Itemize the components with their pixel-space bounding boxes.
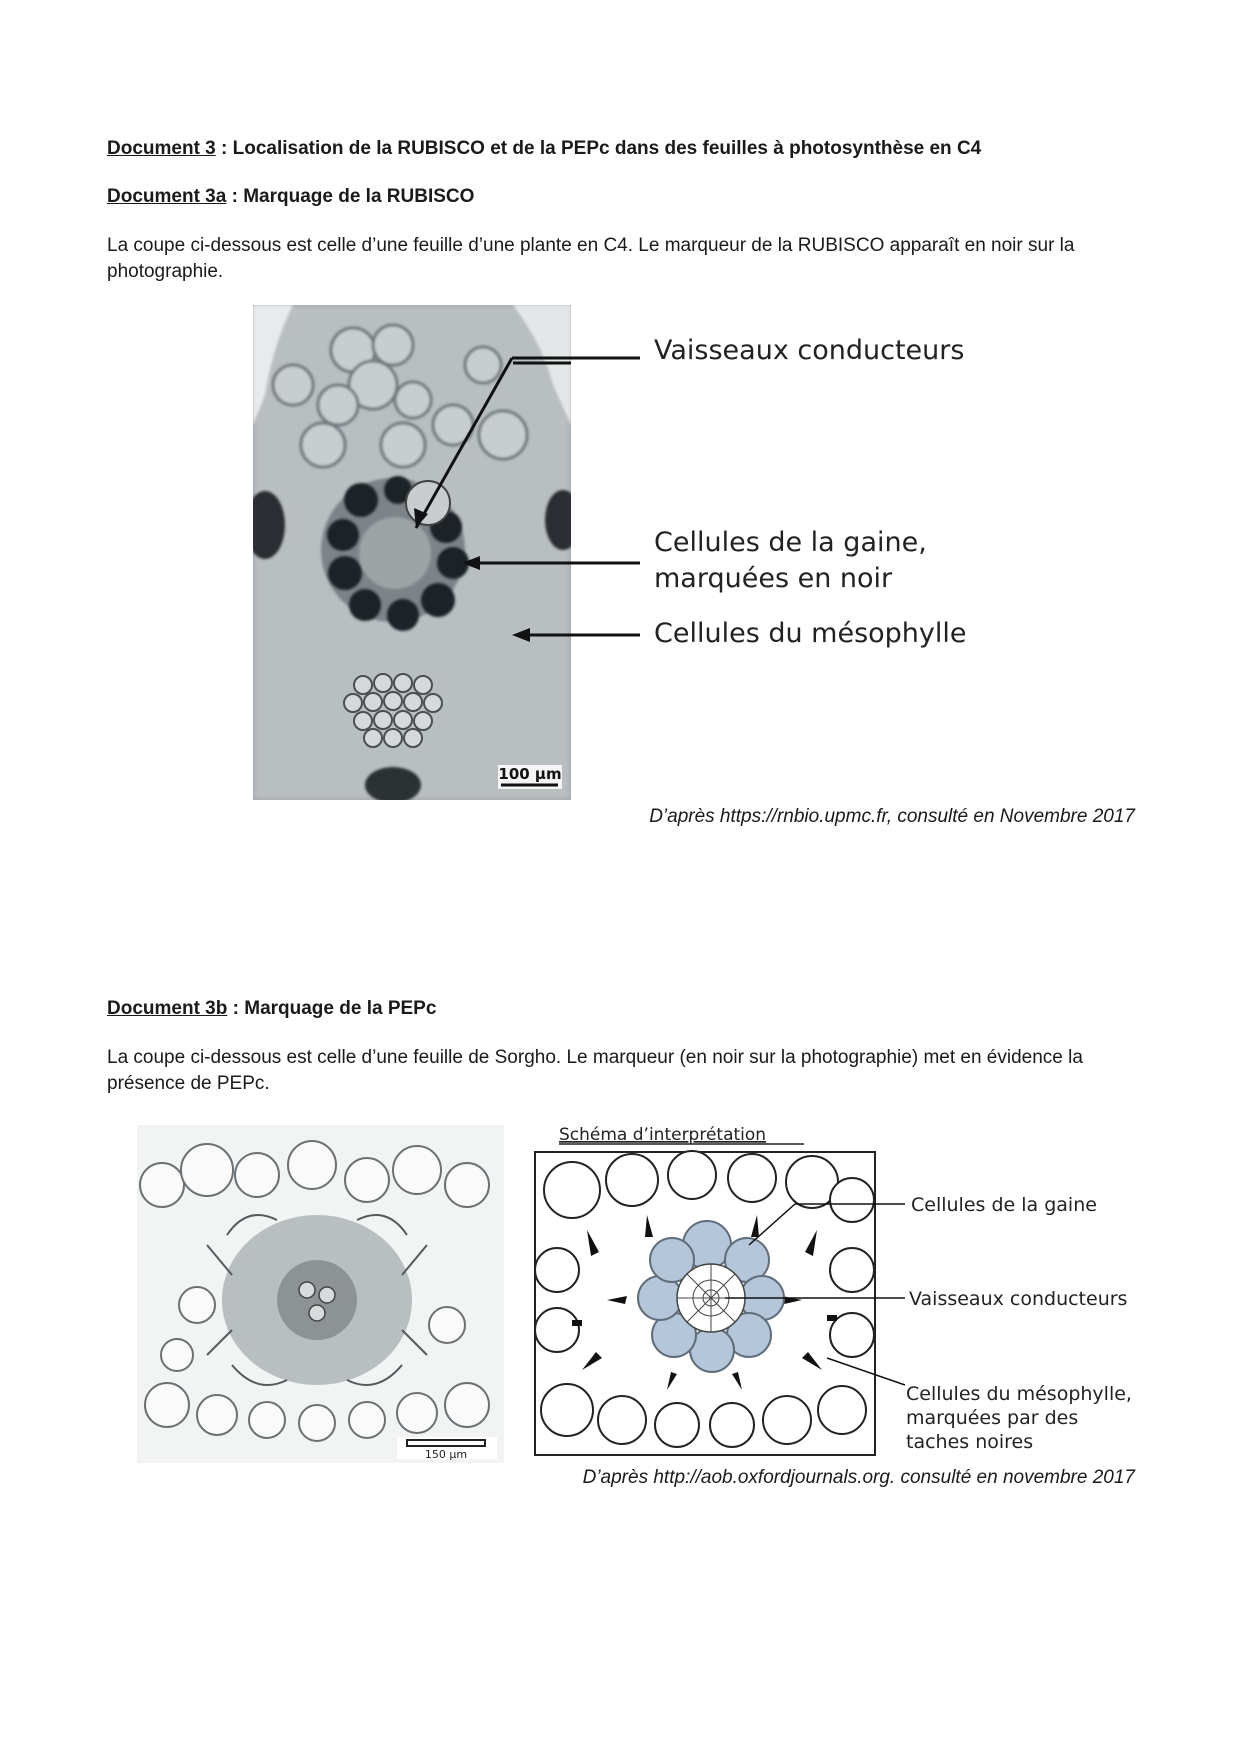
document-3b-title: : Marquage de la PEPc bbox=[227, 998, 437, 1019]
document-3-title: : Localisation de la RUBISCO et de la PEPc dans des feuilles à photosynthèse en C4 bbox=[215, 138, 982, 159]
document-3a-label: Document 3a bbox=[107, 186, 227, 207]
document-3b-heading bbox=[107, 998, 436, 1020]
document-3a-title: : Marquage de la RUBISCO bbox=[226, 186, 475, 207]
label-mesophyll-3a: Cellules du mésophylle bbox=[654, 618, 967, 649]
schema-title: Schéma d’interprétation bbox=[559, 1125, 767, 1145]
scale-bar-label-3b: 150 µm bbox=[424, 1448, 468, 1461]
document-3-label: Document 3 bbox=[107, 138, 216, 159]
label-mesophyll-3b-line1: Cellules du mésophylle, bbox=[906, 1383, 1132, 1405]
document-3a-description: La coupe ci-dessous est celle d’une feuille d’une plante en C4. Le marqueur de la RUBISCO apparaît en noir sur la photographie. bbox=[107, 235, 1075, 282]
credit-3b: D’après http://aob.oxfordjournals.org. consulté en novembre 2017 bbox=[582, 1467, 1135, 1488]
label-mesophyll-3b-line2: marquées par des bbox=[906, 1407, 1079, 1429]
label-sheath-3b: Cellules de la gaine bbox=[911, 1194, 1097, 1216]
label-vessels-3a: Vaisseaux conducteurs bbox=[654, 335, 965, 366]
label-vessels-3b: Vaisseaux conducteurs bbox=[909, 1288, 1128, 1310]
credit-3a: D’après https://rnbio.upmc.fr, consulté en Novembre 2017 bbox=[649, 806, 1135, 827]
label-sheath-3a-line2: marquées en noir bbox=[654, 563, 893, 594]
scale-bar-label-3a: 100 µm bbox=[498, 765, 562, 783]
label-sheath-3a-line1: Cellules de la gaine, bbox=[654, 527, 927, 558]
document-3b-description: La coupe ci-dessous est celle d’une feuille de Sorgho. Le marqueur (en noir sur la photographie) met en évidence la présence de PEPc. bbox=[107, 1047, 1083, 1094]
label-mesophyll-3b-line3: taches noires bbox=[906, 1431, 1034, 1453]
document-3b-label: Document 3b bbox=[107, 998, 228, 1019]
pepc-micrograph bbox=[137, 1125, 504, 1463]
